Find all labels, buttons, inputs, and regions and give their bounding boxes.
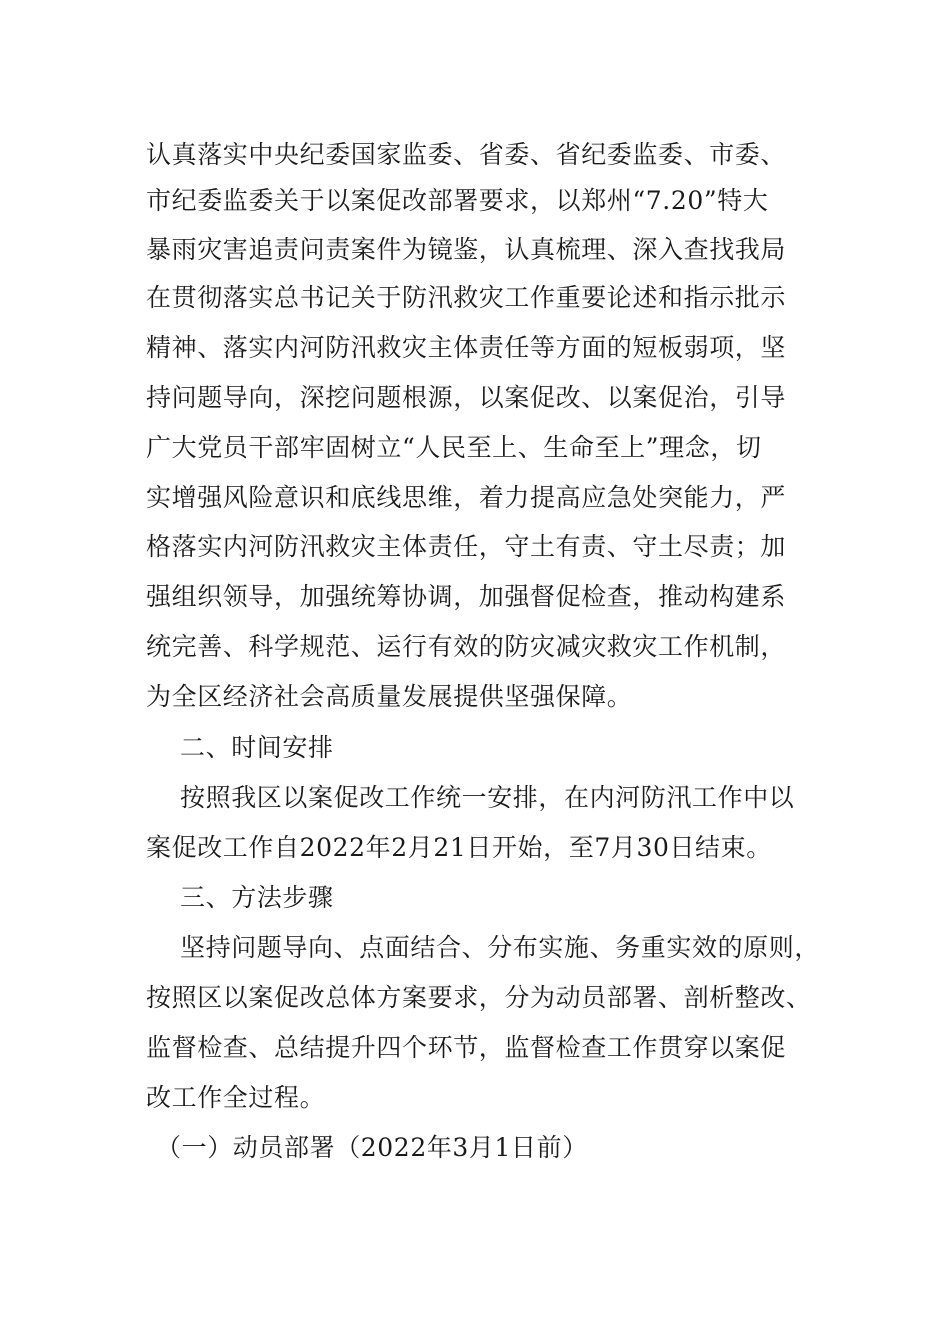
paragraph-line: 在贯彻落实总书记关于防汛救灾工作重要论述和指示批示 xyxy=(146,283,787,312)
paragraph-line: 认真落实中央纪委国家监委、省委、省纪委监委、市委、 xyxy=(146,140,787,169)
paragraph-line: 暴雨灾害追责问责案件为镜鉴，认真梳理、深入查找我局 xyxy=(146,235,787,264)
paragraph-line: 强组织领导，加强统筹协调，加强督促检查，推动构建系 xyxy=(146,582,787,611)
paragraph-line: 监督检查、总结提升四个环节，监督检查工作贯穿以案促 xyxy=(146,1033,787,1062)
subsection-heading: （一）动员部署（2022年3月1日前） xyxy=(156,1133,588,1162)
paragraph-line: 实增强风险意识和底线思维，着力提高应急处突能力，严 xyxy=(146,483,787,512)
paragraph-line: 改工作全过程。 xyxy=(146,1083,326,1112)
paragraph-line: 按照区以案促改总体方案要求，分为动员部署、剖析整改、 xyxy=(146,983,812,1012)
paragraph-line: 案促改工作自2022年2月21日开始，至7月30日结束。 xyxy=(146,833,772,862)
paragraph-line: 格落实内河防汛救灾主体责任，守土有责、守土尽责；加 xyxy=(146,532,787,561)
section-heading: 三、方法步骤 xyxy=(180,883,334,912)
paragraph-line: 市纪委监委关于以案促改部署要求，以郑州“7.20”特大 xyxy=(146,186,769,215)
paragraph-line: 为全区经济社会高质量发展提供坚强保障。 xyxy=(146,682,633,711)
paragraph-line: 统完善、科学规范、运行有效的防灾减灾救灾工作机制， xyxy=(146,632,787,661)
paragraph-line: 按照我区以案促改工作统一安排，在内河防汛工作中以 xyxy=(180,783,795,812)
paragraph-line: 持问题导向，深挖问题根源，以案促改、以案促治，引导 xyxy=(146,383,787,412)
paragraph-line: 广大党员干部牢固树立“人民至上、生命至上”理念，切 xyxy=(146,433,762,462)
section-heading: 二、时间安排 xyxy=(180,733,334,762)
paragraph-line: 精神、落实内河防汛救灾主体责任等方面的短板弱项，坚 xyxy=(146,333,787,362)
paragraph-line: 坚持问题导向、点面结合、分布实施、务重实效的原则， xyxy=(180,933,821,962)
